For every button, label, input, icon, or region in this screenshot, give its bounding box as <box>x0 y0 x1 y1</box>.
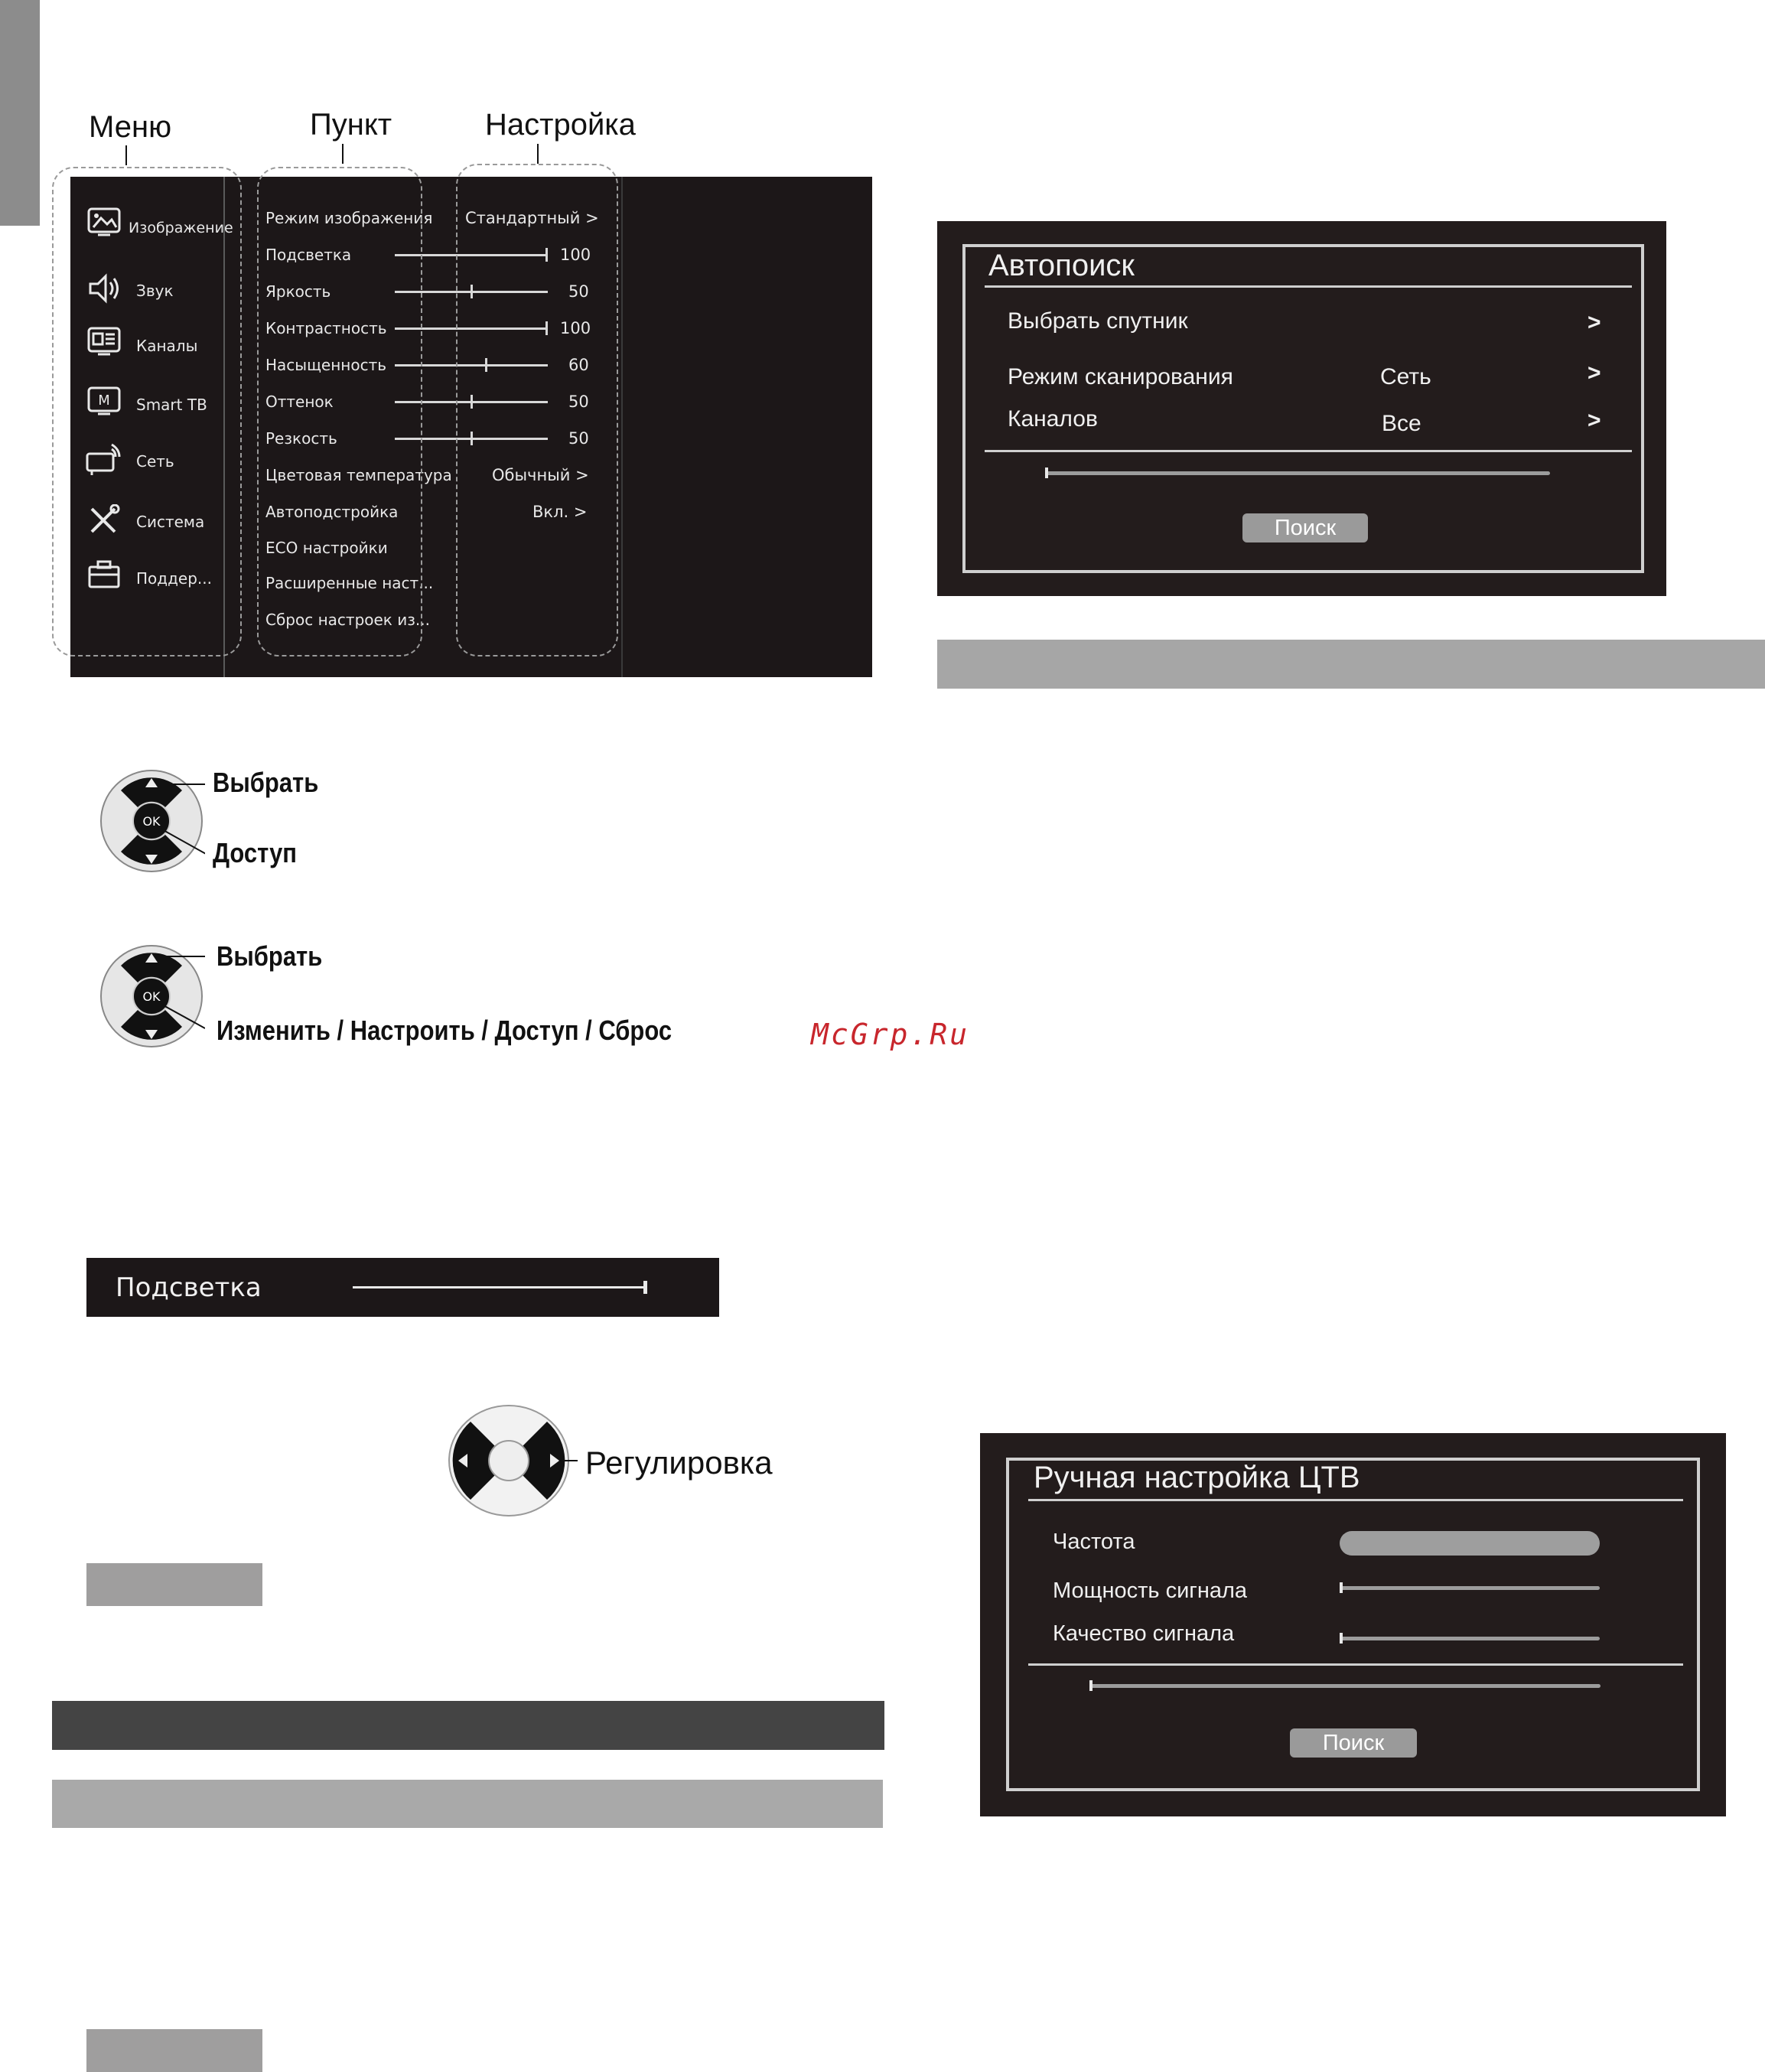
page-edge-tab <box>0 0 40 226</box>
progress-marker <box>1045 468 1048 478</box>
item-picture-mode[interactable]: Режим изображения <box>265 209 433 227</box>
rows-divider <box>985 450 1632 452</box>
autosearch-panel <box>937 221 1666 596</box>
menu-item-channels[interactable]: Каналы <box>136 337 198 355</box>
frequency-input[interactable] <box>1340 1531 1600 1556</box>
value-saturation: 60 <box>568 356 589 374</box>
menu-item-support[interactable]: Поддер... <box>136 569 213 588</box>
section-header-bar <box>52 1701 884 1750</box>
svg-text:M: M <box>98 393 110 409</box>
rows-divider <box>1028 1663 1683 1666</box>
backlight-bar-label: Подсветка <box>116 1272 262 1303</box>
row-scan-mode[interactable]: Режим сканирования <box>1008 364 1233 389</box>
setting-column-label: Настройка <box>485 108 636 142</box>
row-frequency[interactable]: Частота <box>1053 1530 1135 1554</box>
signal-strength-bar <box>1340 1586 1600 1590</box>
item-column-label: Пункт <box>310 108 392 142</box>
remote-dpad-adjust <box>448 1403 578 1522</box>
backlight-adjust-bar <box>86 1258 719 1317</box>
item-advanced-settings[interactable]: Расширенные наст... <box>265 574 434 592</box>
item-brightness[interactable]: Яркость <box>265 282 331 301</box>
dpad1-access-label: Доступ <box>213 837 298 868</box>
value-brightness: 50 <box>568 282 589 301</box>
signal-strength-marker <box>1340 1582 1343 1593</box>
row-select-satellite[interactable]: Выбрать спутник <box>1008 308 1188 334</box>
row-signal-strength: Мощность сигнала <box>1053 1578 1248 1603</box>
item-tint[interactable]: Оттенок <box>265 393 334 411</box>
progress-marker <box>1089 1680 1093 1691</box>
item-reset-settings[interactable]: Сброс настроек из... <box>265 611 430 629</box>
dpad2-select-label: Выбрать <box>217 940 323 972</box>
item-label-pointer <box>342 144 344 164</box>
item-auto-adjust[interactable]: Автоподстройка <box>265 503 399 521</box>
menu-label-pointer <box>125 145 127 165</box>
remote-dpad-select-access <box>98 767 205 878</box>
item-backlight[interactable]: Подсветка <box>265 246 352 264</box>
value-tint: 50 <box>568 393 589 411</box>
value-sharpness: 50 <box>568 429 589 448</box>
value-backlight: 100 <box>560 246 591 264</box>
row-signal-quality: Качество сигнала <box>1053 1621 1235 1646</box>
item-saturation[interactable]: Насыщенность <box>265 356 387 374</box>
menu-column-outline <box>52 167 242 656</box>
value-color-temperature[interactable]: Обычный > <box>492 466 589 484</box>
setting-column-divider <box>621 177 623 677</box>
value-auto-adjust[interactable]: Вкл. > <box>532 503 588 521</box>
item-color-temperature[interactable]: Цветовая температура <box>265 466 452 484</box>
manual-dtv-progress-bar <box>1089 1684 1601 1688</box>
signal-quality-bar <box>1340 1637 1600 1640</box>
value-contrast: 100 <box>560 319 591 337</box>
item-eco-settings[interactable]: ECO настройки <box>265 539 388 557</box>
title-divider <box>985 285 1632 288</box>
remote-dpad-select-change <box>98 943 205 1054</box>
section-marker-bar-bottom <box>86 2029 262 2072</box>
menu-item-smart-tv[interactable]: Smart TB <box>136 396 207 414</box>
ok-button-label: OK <box>142 814 161 829</box>
arrow-right-icon[interactable]: > <box>1588 360 1601 386</box>
autosearch-progress-bar <box>1045 471 1550 475</box>
ok-button-label: OK <box>142 989 161 1004</box>
item-column-outline <box>257 167 422 656</box>
watermark: McGrp.Ru <box>811 1018 970 1051</box>
manual-dtv-panel <box>980 1433 1726 1816</box>
section-marker-bar <box>86 1563 262 1606</box>
signal-quality-marker <box>1340 1633 1343 1644</box>
menu-item-sound[interactable]: Звук <box>136 282 174 300</box>
arrow-right-icon[interactable]: > <box>1588 310 1601 335</box>
backlight-bar-slider[interactable] <box>353 1286 646 1288</box>
menu-item-system[interactable]: Система <box>136 513 205 531</box>
menu-item-picture[interactable]: Изображение <box>129 220 233 236</box>
search-button[interactable]: Поиск <box>1242 513 1368 542</box>
autosearch-title: Автопоиск <box>988 249 1135 282</box>
menu-item-network[interactable]: Сеть <box>136 452 174 471</box>
dpad2-change-label: Изменить / Настроить / Доступ / Сброс <box>217 1015 672 1046</box>
manual-dtv-title: Ручная настройка ЦТВ <box>1034 1461 1360 1494</box>
value-picture-mode[interactable]: Стандартный > <box>465 209 599 227</box>
menu-column-label: Меню <box>89 110 172 144</box>
value-channels[interactable]: Все <box>1382 411 1421 436</box>
row-channels[interactable]: Каналов <box>1008 406 1098 432</box>
item-sharpness[interactable]: Резкость <box>265 429 337 448</box>
section-subheader-bar <box>52 1780 883 1828</box>
backlight-bar-knob[interactable] <box>643 1281 647 1294</box>
setting-column-outline <box>456 164 618 656</box>
section-bar-right <box>937 640 1765 689</box>
dpad3-adjust-label: Регулировка <box>585 1445 773 1481</box>
title-divider <box>1028 1499 1683 1501</box>
dpad1-select-label: Выбрать <box>213 767 319 798</box>
value-scan-mode[interactable]: Сеть <box>1380 364 1431 389</box>
item-contrast[interactable]: Контрастность <box>265 319 387 337</box>
arrow-right-icon[interactable]: > <box>1588 408 1601 433</box>
search-button[interactable]: Поиск <box>1290 1728 1417 1758</box>
setting-label-pointer <box>537 144 539 164</box>
